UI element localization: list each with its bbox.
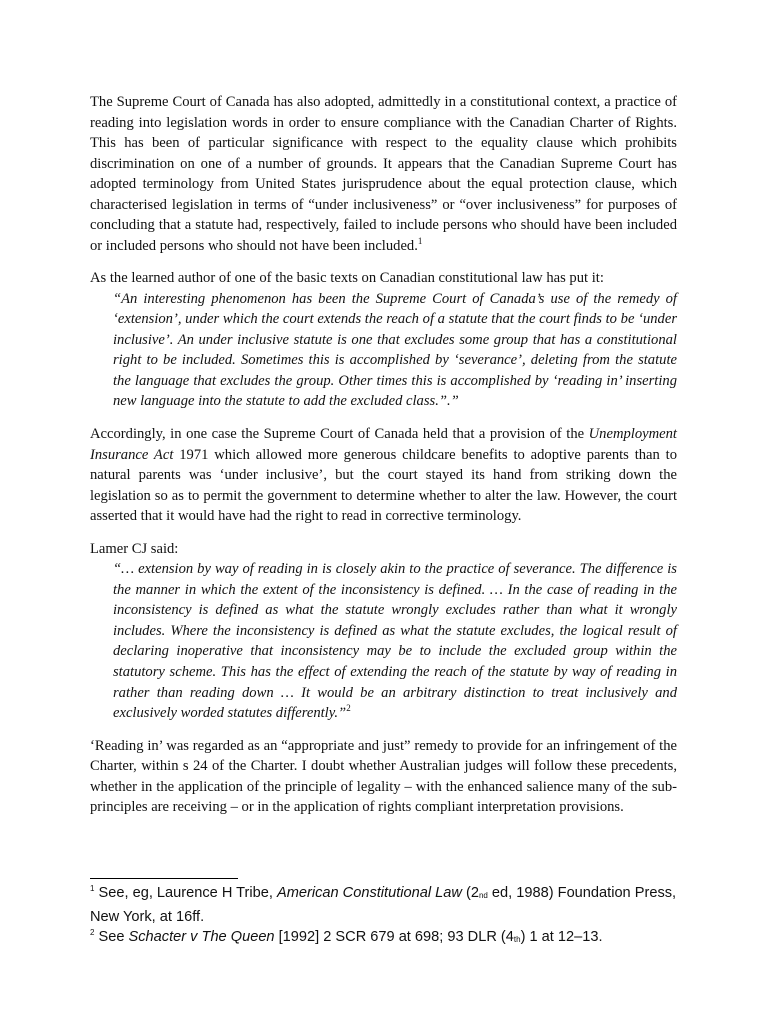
paragraph-supreme-court-reading-in	[90, 92, 677, 256]
footnote-1-ordinal: nd	[478, 891, 488, 900]
paragraph-3-before: Accordingly, in one case the Supreme Court of Canada held that a provision of the	[90, 426, 589, 443]
paragraph-1-text: The Supreme Court of Canada has also adopted, admittedly in a constitutional context, a practice of reading into legislation words in order to ensure compliance with the Canadian Charter of Rights. This has been of particular significance with respect to the equality clause which prohibits discrimination on one of a number of grounds. It appears that the Canadian Supreme Court has adopted terminology from United States jurisprudence about the equal protection clause, which characterised legislation in terms of “under inclusiveness” or “over inclusiveness” for purposes of concluding that a statute had, respectively, failed to include persons who should have been included or included persons who should not have been included.	[90, 94, 677, 254]
footnote-1-pre: See, eg, Laurence H Tribe,	[94, 885, 277, 901]
footnote-1	[90, 883, 677, 927]
footnote-ref-2[interactable]: 2	[346, 703, 351, 714]
footnote-2-pre: See	[94, 929, 129, 945]
block-quote-extension: “An interesting phenomenon has been the Supreme Court of Canada’s use of the remedy of ‘extension’, under which the court extends the reach of a statute that the court finds to be ‘under inclusive’. An under inclusive statute is one that excludes some group that has a constitutional right to be included. Sometimes this is accomplished by ‘severance’, deleting from the statute the language that excludes the group. Other times this is accomplished by ‘reading in’ inserting new language into the statute to add the excluded class.”.”	[113, 290, 677, 410]
act-title: Unemployment Insurance Act	[90, 426, 677, 463]
quote-2-text: “… extension by way of reading in is closely akin to the practice of severance. The difference is the manner in which the extent of the inconsistency is defined. … In the case of reading in the inconsistency is defined as what the statute wrongly excludes rather than what it wrongly includes. Where the inconsistency is defined as what the statute excludes, the logical result of declaring inoperative that inconsistency may be to include the excluded group within the statutory scheme. This has the effect of extending the reach of the statute by way of reading in rather than reading down … It would be an arbitrary distinction to treat inclusively and exclusively worded statutes differently.”	[113, 561, 677, 722]
footnote-1-title: American Constitutional Law	[276, 885, 462, 901]
block-quote-lamer-cj	[113, 559, 677, 724]
footnote-1-paren: (2	[461, 885, 479, 901]
footnote-2-mid: [1992] 2 SCR 679 at 698; 93 DLR (4	[274, 929, 514, 945]
footnotes-section	[90, 878, 677, 951]
footnote-ref-1[interactable]: 1	[417, 235, 423, 246]
footnote-2-number: 2	[90, 928, 95, 938]
document-body	[90, 92, 677, 818]
paragraph-3-after: 1971 which allowed more generous childcare benefits to adoptive parents than to natural parents was ‘under inclusive’, but the court stayed its hand from striking down the legislation so as to permit the government to determine whether to alter the law. However, the court asserted that it would have had the right to read in corrective terminology.	[90, 446, 678, 525]
footnote-2-post: ) 1 at 12–13.	[520, 929, 603, 945]
footnote-2-ordinal: th	[513, 935, 521, 944]
footnote-1-number: 1	[90, 884, 95, 894]
footnote-1-post: ed, 1988) Foundation Press, New York, at 16ff.	[90, 885, 677, 925]
paragraph-unemployment-insurance-case	[90, 424, 677, 527]
footnote-2-title: Schacter v The Queen	[128, 929, 275, 945]
footnote-separator	[90, 878, 238, 879]
paragraph-reading-in-remedy: ‘Reading in’ was regarded as an “appropriate and just” remedy to provide for an infringement of the Charter, within s 24 of the Charter. I doubt whether Australian judges will follow these precedents, whether in the application of the principle of legality – with the enhanced salience many of the sub-principles are receiving – or in the application of rights compliant interpretation provisions.	[90, 737, 677, 816]
footnote-2	[90, 927, 677, 951]
paragraph-learned-author-intro: As the learned author of one of the basic texts on Canadian constitutional law has put it:	[90, 270, 604, 286]
paragraph-lamer-cj-intro: Lamer CJ said:	[90, 540, 179, 557]
